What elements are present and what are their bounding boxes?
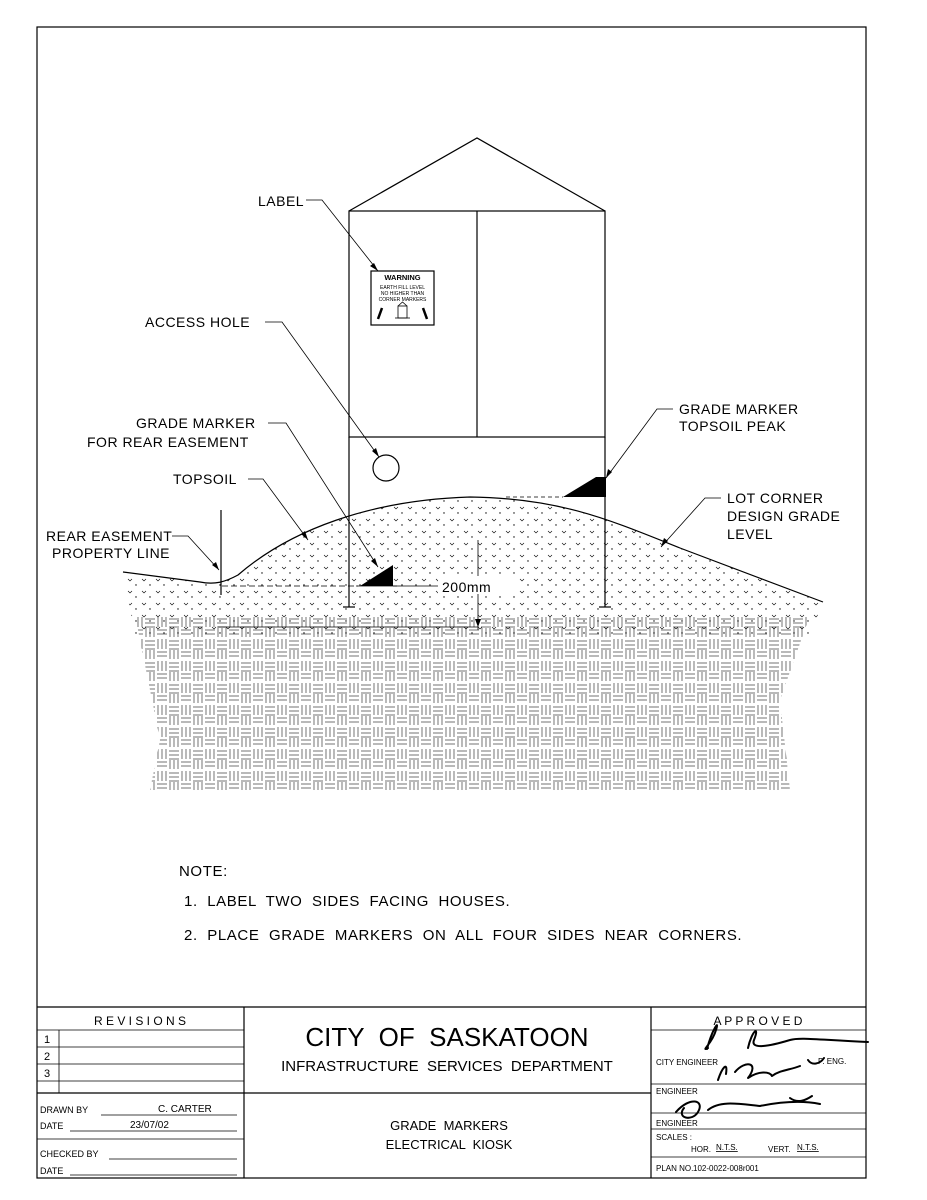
callout-label: LABEL xyxy=(258,193,305,209)
warning-line-3: CORNER MARKERS xyxy=(378,297,427,303)
drawn-by-label: DRAWN BY xyxy=(40,1105,89,1115)
engineer-label-1: ENGINEER xyxy=(656,1087,698,1096)
callout-lot-corner-2: DESIGN GRADE xyxy=(727,508,841,524)
notes xyxy=(179,863,742,944)
note-1: 1. LABEL TWO SIDES FACING HOUSES. xyxy=(184,893,511,910)
plan-no-value: 102-0022-008r001 xyxy=(693,1164,759,1173)
callout-grade-marker-peak-1: GRADE MARKER xyxy=(679,401,799,417)
drawn-by-value: C. CARTER xyxy=(158,1104,212,1115)
approved-heading: A P P R O V E D xyxy=(713,1014,803,1028)
access-hole xyxy=(373,455,399,481)
date-value: 23/07/02 xyxy=(130,1120,169,1131)
hor-label: HOR. xyxy=(691,1145,711,1154)
hor-value: N.T.S. xyxy=(716,1143,738,1152)
title-block xyxy=(37,1007,868,1178)
warning-line-2: NO HIGHER THAN xyxy=(380,291,425,297)
department-name: INFRASTRUCTURE SERVICES DEPARTMENT xyxy=(281,1058,613,1075)
revision-3: 3 xyxy=(44,1068,51,1080)
callout-grade-marker-rear-2: FOR REAR EASEMENT xyxy=(87,434,249,450)
signature-engineer-2 xyxy=(676,1096,820,1118)
revision-2: 2 xyxy=(44,1051,51,1063)
warning-title: WARNING xyxy=(384,273,421,282)
callout-rear-easement-1: REAR EASEMENT xyxy=(46,528,173,544)
signature-city-engineer xyxy=(705,1025,868,1049)
callout-topsoil: TOPSOIL xyxy=(173,471,237,487)
callout-lot-corner-3: LEVEL xyxy=(727,526,774,542)
vert-label: VERT. xyxy=(768,1145,791,1154)
plan-no-label: PLAN NO. xyxy=(656,1164,694,1173)
grade-marker-peak xyxy=(563,477,606,497)
kiosk-symbol-icon xyxy=(378,302,427,319)
subsoil-hatch xyxy=(120,610,820,795)
callout-access-hole: ACCESS HOLE xyxy=(145,314,251,330)
drawing-title-2: ELECTRICAL KIOSK xyxy=(385,1137,513,1152)
warning-label xyxy=(371,271,434,325)
p-eng-label: P. ENG. xyxy=(818,1057,847,1066)
vert-value: N.T.S. xyxy=(797,1143,819,1152)
city-name: CITY OF SASKATOON xyxy=(305,1022,589,1052)
ground-section xyxy=(120,497,823,795)
signature-engineer xyxy=(718,1058,824,1080)
city-engineer-label: CITY ENGINEER xyxy=(656,1058,719,1067)
note-2: 2. PLACE GRADE MARKERS ON ALL FOUR SIDES NEAR CORNERS. xyxy=(184,927,743,944)
topsoil-fill xyxy=(123,497,823,635)
kiosk-roof xyxy=(349,138,605,211)
revision-1: 1 xyxy=(44,1034,51,1046)
warning-line-1: EARTH FILL LEVEL xyxy=(379,285,426,291)
engineer-label-2: ENGINEER xyxy=(656,1119,698,1128)
dimension-text: 200mm xyxy=(442,579,492,595)
callout-rear-easement-2: PROPERTY LINE xyxy=(52,545,171,561)
checked-date-label: DATE xyxy=(40,1166,64,1176)
drawing-title-1: GRADE MARKERS xyxy=(390,1118,508,1133)
checked-by-label: CHECKED BY xyxy=(40,1149,99,1159)
notes-heading: NOTE: xyxy=(179,863,228,880)
revisions-heading: R E V I S I O N S xyxy=(93,1014,187,1028)
callout-grade-marker-peak-2: TOPSOIL PEAK xyxy=(679,418,787,434)
callout-grade-marker-rear-1: GRADE MARKER xyxy=(136,415,256,431)
date-label: DATE xyxy=(40,1121,64,1131)
scales-label: SCALES : xyxy=(656,1133,693,1142)
callout-lot-corner-1: LOT CORNER xyxy=(727,490,824,506)
